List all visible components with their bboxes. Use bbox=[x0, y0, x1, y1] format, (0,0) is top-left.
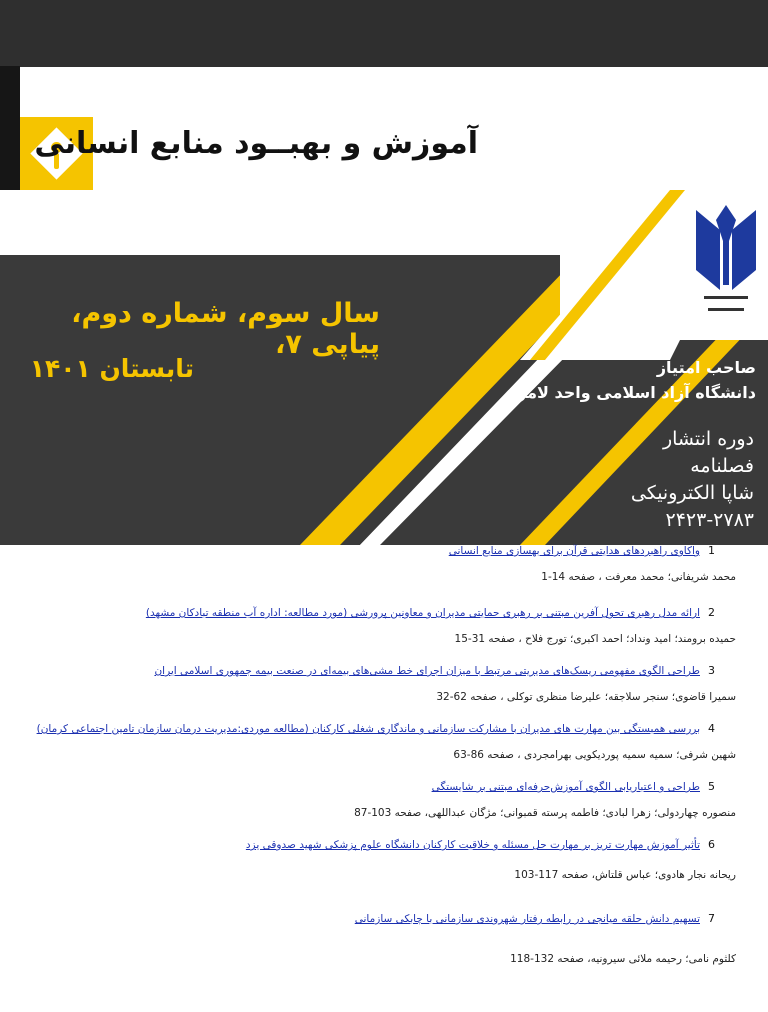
toc-item-1 bbox=[100, 544, 736, 583]
article-link[interactable]: تسهیم دانش حلقه میانجی در رابطه رفتار شهروندی سازمانی با چابکی سازمانی bbox=[354, 913, 700, 925]
article-authors: محمد شریفانی؛ محمد معرفت ، صفحه 14-1 bbox=[541, 571, 736, 583]
azad-university-logo-icon bbox=[690, 200, 762, 325]
toc-number: 6 bbox=[708, 838, 715, 851]
article-link[interactable]: بررسی همبستگی بین مهارت های مدیران با مشارکت سازمانی و ماندگاری شغلی کارکنان (مطالعه موردی:مدیریت درمان سازمان تامین اجتماعی کرمان) bbox=[36, 723, 700, 735]
article-link[interactable]: طراحی الگوی مفهومی ریسک‌های مدیریتی مرتبط با میزان اجرای خط مشی‌های بیمه‌ای در صنعت بیمه جمهوری اسلامی ایران bbox=[154, 665, 700, 677]
journal-title: آموزش و بهبــود منابع انسانی bbox=[34, 126, 478, 161]
toc-number: 7 bbox=[708, 912, 715, 925]
publication-info bbox=[631, 426, 754, 534]
issn-value: ۲۴۲۳-۲۷۸۳ bbox=[665, 509, 754, 531]
owner-block bbox=[509, 358, 756, 402]
owner-name: دانشگاه آزاد اسلامی واحد لامرد bbox=[508, 383, 756, 402]
toc-number: 2 bbox=[708, 606, 715, 619]
article-authors: حمیده برومند؛ امید ونداد؛ احمد اکبری؛ تورج فلاح ، صفحه 31-15 bbox=[454, 633, 736, 645]
article-authors: کلثوم نامی؛ رحیمه ملائی سیرونیه، صفحه 132-118 bbox=[510, 953, 736, 965]
owner-label: صاحب امتیاز bbox=[656, 358, 756, 377]
article-link[interactable]: تأثیر آموزش مهارت تریز بر مهارت حل مسئله و خلاقیت کارکنان دانشگاه علوم پزشکی شهید صدوقی یزد bbox=[245, 839, 700, 851]
article-authors: ریحانه نجار هادوی؛ عباس قلتاش، صفحه 117-103 bbox=[514, 869, 736, 881]
article-authors: سمیرا قاضوی؛ سنجر سلاجقه؛ علیرضا منظری توکلی ، صفحه 62-32 bbox=[436, 691, 736, 703]
issue-line: سال سوم، شماره دوم، پیاپی ۷، bbox=[71, 298, 380, 360]
toc-number: 1 bbox=[708, 544, 715, 557]
article-link[interactable]: طراحی و اعتباریابی الگوی آموزش‌حرفه‌ای مبتنی بر شایستگی bbox=[431, 781, 700, 793]
article-authors: شهین شرفی؛ سمیه سمیه پوردیکویی بهرامجردی ، صفحه 86-63 bbox=[453, 749, 736, 761]
article-link[interactable]: واکاوی راهبردهای هدایتی قرآن برای بهسازی منابع انسانی bbox=[448, 545, 700, 557]
toc-item-2 bbox=[100, 606, 736, 645]
toc-item-6 bbox=[100, 838, 736, 881]
toc-item-4 bbox=[36, 722, 736, 761]
left-black-strip bbox=[0, 66, 20, 190]
toc-number: 5 bbox=[708, 780, 715, 793]
toc-number: 3 bbox=[708, 664, 715, 677]
toc-number: 4 bbox=[708, 722, 715, 735]
article-authors: منصوره چهاردولی؛ زهرا لبادی؛ فاطمه پرسته قمبوانی؛ مژگان عبداللهی، صفحه 103-87 bbox=[354, 807, 736, 819]
toc-item-5 bbox=[100, 780, 736, 819]
season-line: تابستان ۱۴۰۱ bbox=[29, 354, 194, 383]
period-value: فصلنامه bbox=[690, 455, 754, 477]
article-link[interactable]: ارائه مدل رهبری تحول آفرین مبتنی بر رهبری حمایتی مدیران و معاونین پرورشی (مورد مطالعه: اداره آب منطقه تبادکان مشهد) bbox=[145, 607, 700, 619]
top-dark-band bbox=[0, 0, 768, 67]
issn-label: شاپا الکترونیکی bbox=[630, 482, 754, 504]
toc-item-7 bbox=[100, 912, 736, 965]
toc-item-3 bbox=[100, 664, 736, 703]
period-label: دوره انتشار bbox=[662, 428, 754, 450]
